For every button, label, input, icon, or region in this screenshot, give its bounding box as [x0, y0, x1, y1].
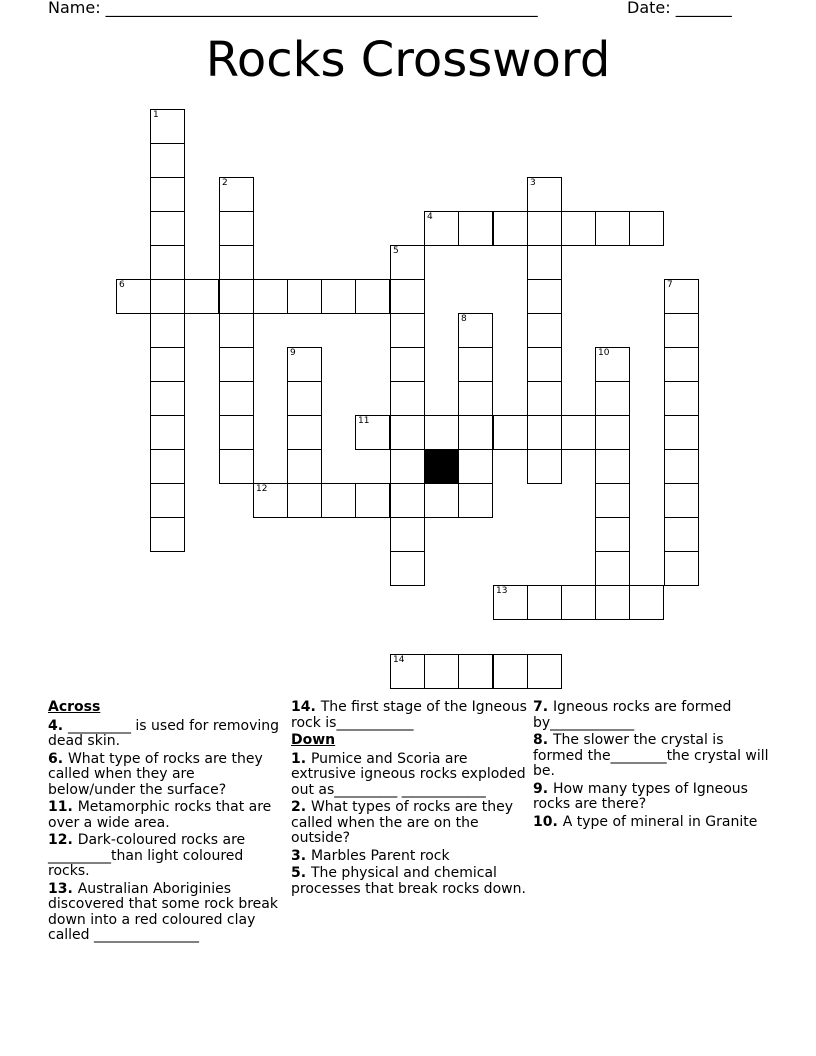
clue-item-number: 2.: [291, 799, 311, 815]
grid-cell[interactable]: [390, 415, 425, 450]
clue-item-text: The slower the crystal is formed the________the crystal will be.: [533, 732, 769, 779]
clue-item-number: 11.: [48, 799, 78, 815]
clue-number: 14: [393, 655, 405, 665]
clue-item: [48, 882, 284, 944]
grid-cell[interactable]: [595, 483, 630, 518]
grid-cell[interactable]: [595, 347, 630, 382]
grid-cell[interactable]: [458, 313, 493, 348]
grid-cell[interactable]: [219, 279, 254, 314]
grid-cell[interactable]: [287, 279, 322, 314]
grid-cell[interactable]: [150, 517, 185, 552]
grid-cell[interactable]: [629, 585, 664, 620]
clues-column-2: [291, 700, 527, 899]
grid-cell[interactable]: [150, 245, 185, 280]
grid-block-cell: [424, 449, 459, 484]
clue-item: [291, 800, 527, 847]
clue-number: 12: [256, 484, 268, 494]
grid-cell[interactable]: [287, 381, 322, 416]
clue-number: 13: [496, 586, 508, 596]
grid-cell[interactable]: [150, 381, 185, 416]
clue-number: 6: [119, 280, 125, 290]
grid-cell[interactable]: [219, 211, 254, 246]
grid-cell[interactable]: [150, 109, 185, 144]
grid-cell[interactable]: [321, 279, 356, 314]
clue-item: [291, 866, 527, 897]
clue-number: 7: [667, 280, 673, 290]
grid-cell[interactable]: [664, 415, 699, 450]
grid-cell[interactable]: [116, 279, 151, 314]
grid-cell[interactable]: [458, 415, 493, 450]
clue-item-text: Australian Aboriginies discovered that some rock break down into a red coloured clay called _______________: [48, 880, 278, 943]
clue-item: [291, 849, 527, 865]
clue-item: [291, 700, 527, 731]
grid-cell[interactable]: [219, 245, 254, 280]
clue-item-number: 1.: [291, 750, 311, 767]
grid-cell[interactable]: [664, 347, 699, 382]
clue-item-number: 13.: [48, 880, 78, 897]
grid-cell[interactable]: [561, 415, 596, 450]
grid-cell[interactable]: [458, 211, 493, 246]
grid-cell[interactable]: [458, 449, 493, 484]
page-title: Rocks Crossword: [205, 32, 611, 88]
grid-cell[interactable]: [424, 211, 459, 246]
grid-cell[interactable]: [458, 654, 493, 689]
grid-cell[interactable]: [287, 449, 322, 484]
clue-item-number: 14.: [291, 699, 321, 715]
clue-item-text: What type of rocks are they called when they are below/under the surface?: [48, 750, 263, 798]
clue-item-number: 5.: [291, 865, 311, 881]
grid-cell[interactable]: [150, 211, 185, 246]
grid-cell[interactable]: [150, 177, 185, 212]
grid-cell[interactable]: [595, 211, 630, 246]
clue-item-text: The physical and chemical processes that break rocks down.: [291, 865, 526, 897]
grid-cell[interactable]: [493, 654, 528, 689]
clue-section-heading: Down: [291, 732, 336, 748]
grid-cell[interactable]: [390, 654, 425, 689]
clue-number: 1: [153, 110, 159, 120]
grid-cell[interactable]: [458, 347, 493, 382]
grid-cell[interactable]: [629, 211, 664, 246]
date-field-label: Date: _______: [627, 0, 732, 17]
grid-cell[interactable]: [390, 551, 425, 586]
grid-cell[interactable]: [355, 279, 390, 314]
clue-item-number: 8.: [533, 732, 553, 748]
clue-item-text: Marbles Parent rock: [310, 847, 450, 864]
clue-item: [533, 782, 769, 813]
grid-cell[interactable]: [493, 415, 528, 450]
clue-item-text: Igneous rocks are formed by____________: [533, 699, 732, 731]
clue-item: [291, 752, 527, 799]
clue-item: [48, 833, 284, 880]
grid-cell[interactable]: [664, 313, 699, 348]
clue-item: [48, 719, 284, 750]
grid-cell[interactable]: [219, 347, 254, 382]
clue-item-text: _________ is used for removing dead skin.: [48, 717, 280, 749]
clue-number: 4: [427, 212, 433, 222]
grid-cell[interactable]: [595, 449, 630, 484]
grid-cell[interactable]: [253, 279, 288, 314]
grid-cell[interactable]: [527, 211, 562, 246]
grid-cell[interactable]: [390, 449, 425, 484]
grid-cell[interactable]: [527, 381, 562, 416]
grid-cell[interactable]: [390, 347, 425, 382]
grid-cell[interactable]: [527, 415, 562, 450]
grid-cell[interactable]: [287, 347, 322, 382]
grid-cell[interactable]: [424, 415, 459, 450]
clue-item-text: The first stage of the Igneous rock is___________: [291, 699, 527, 731]
clues-column-3: [533, 700, 769, 832]
grid-cell[interactable]: [424, 654, 459, 689]
grid-cell[interactable]: [595, 517, 630, 552]
clue-item-text: What types of rocks are they called when the are on the outside?: [291, 799, 514, 846]
grid-cell[interactable]: [219, 177, 254, 212]
grid-cell[interactable]: [390, 483, 425, 518]
grid-cell[interactable]: [664, 483, 699, 518]
grid-cell[interactable]: [664, 517, 699, 552]
grid-cell[interactable]: [561, 211, 596, 246]
grid-cell[interactable]: [561, 585, 596, 620]
grid-cell[interactable]: [664, 449, 699, 484]
clue-item: [48, 800, 284, 831]
grid-cell[interactable]: [527, 347, 562, 382]
grid-cell[interactable]: [664, 381, 699, 416]
clue-number: 2: [222, 178, 228, 188]
grid-cell[interactable]: [595, 415, 630, 450]
clue-item: [533, 733, 769, 780]
grid-cell[interactable]: [150, 143, 185, 178]
grid-cell[interactable]: [390, 245, 425, 280]
grid-cell[interactable]: [184, 279, 219, 314]
grid-cell[interactable]: [355, 483, 390, 518]
clue-item-number: 7.: [533, 699, 553, 715]
grid-cell[interactable]: [458, 381, 493, 416]
clue-item-number: 4.: [48, 717, 68, 734]
grid-cell[interactable]: [595, 585, 630, 620]
grid-cell[interactable]: [321, 483, 356, 518]
clue-item: [48, 752, 284, 799]
grid-cell[interactable]: [390, 279, 425, 314]
grid-cell[interactable]: [527, 313, 562, 348]
grid-cell[interactable]: [527, 585, 562, 620]
grid-cell[interactable]: [150, 449, 185, 484]
grid-cell[interactable]: [424, 483, 459, 518]
grid-cell[interactable]: [527, 245, 562, 280]
grid-cell[interactable]: [150, 313, 185, 348]
grid-cell[interactable]: [355, 415, 390, 450]
grid-cell[interactable]: [458, 483, 493, 518]
clue-item-number: 6.: [48, 750, 68, 767]
grid-cell[interactable]: [219, 415, 254, 450]
clue-section-heading: Across: [48, 699, 101, 715]
grid-cell[interactable]: [219, 313, 254, 348]
clue-item-text: How many types of Igneous rocks are there?: [533, 780, 748, 812]
clue-item: [533, 700, 769, 731]
grid-cell[interactable]: [390, 313, 425, 348]
grid-cell[interactable]: [219, 381, 254, 416]
clue-number: 5: [393, 246, 399, 256]
grid-cell[interactable]: [287, 483, 322, 518]
clues-column-1: [48, 700, 284, 946]
grid-cell[interactable]: [664, 551, 699, 586]
clue-item-text: Pumice and Scoria are extrusive igneous rocks exploded out as_________ ____________: [291, 750, 526, 798]
grid-cell[interactable]: [493, 211, 528, 246]
grid-cell[interactable]: [287, 415, 322, 450]
grid-cell[interactable]: [150, 279, 185, 314]
name-field-label: Name: ______________________________________________________: [48, 0, 538, 17]
grid-cell[interactable]: [150, 347, 185, 382]
clue-item-text: Dark-coloured rocks are _________than light coloured rocks.: [48, 832, 246, 879]
clue-number: 9: [290, 348, 296, 358]
grid-cell[interactable]: [390, 381, 425, 416]
grid-cell[interactable]: [527, 279, 562, 314]
clue-number: 3: [530, 178, 536, 188]
grid-cell[interactable]: [527, 177, 562, 212]
clue-item-text: A type of mineral in Granite: [562, 813, 758, 830]
grid-cell[interactable]: [493, 585, 528, 620]
grid-cell[interactable]: [253, 483, 288, 518]
grid-cell[interactable]: [527, 654, 562, 689]
clue-number: 10: [598, 348, 610, 358]
clue-number: 11: [358, 416, 370, 426]
grid-cell[interactable]: [664, 279, 699, 314]
clue-number: 8: [461, 314, 467, 324]
grid-cell[interactable]: [219, 449, 254, 484]
grid-cell[interactable]: [390, 517, 425, 552]
clue-item-number: 3.: [291, 847, 311, 864]
clue-item-text: Metamorphic rocks that are over a wide area.: [48, 799, 272, 831]
grid-cell[interactable]: [595, 551, 630, 586]
clue-item: [533, 815, 769, 831]
grid-cell[interactable]: [595, 381, 630, 416]
clue-item-number: 12.: [48, 832, 78, 848]
clue-item-number: 10.: [533, 813, 563, 830]
clue-item-number: 9.: [533, 780, 553, 797]
grid-cell[interactable]: [527, 449, 562, 484]
grid-cell[interactable]: [150, 415, 185, 450]
grid-cell[interactable]: [150, 483, 185, 518]
